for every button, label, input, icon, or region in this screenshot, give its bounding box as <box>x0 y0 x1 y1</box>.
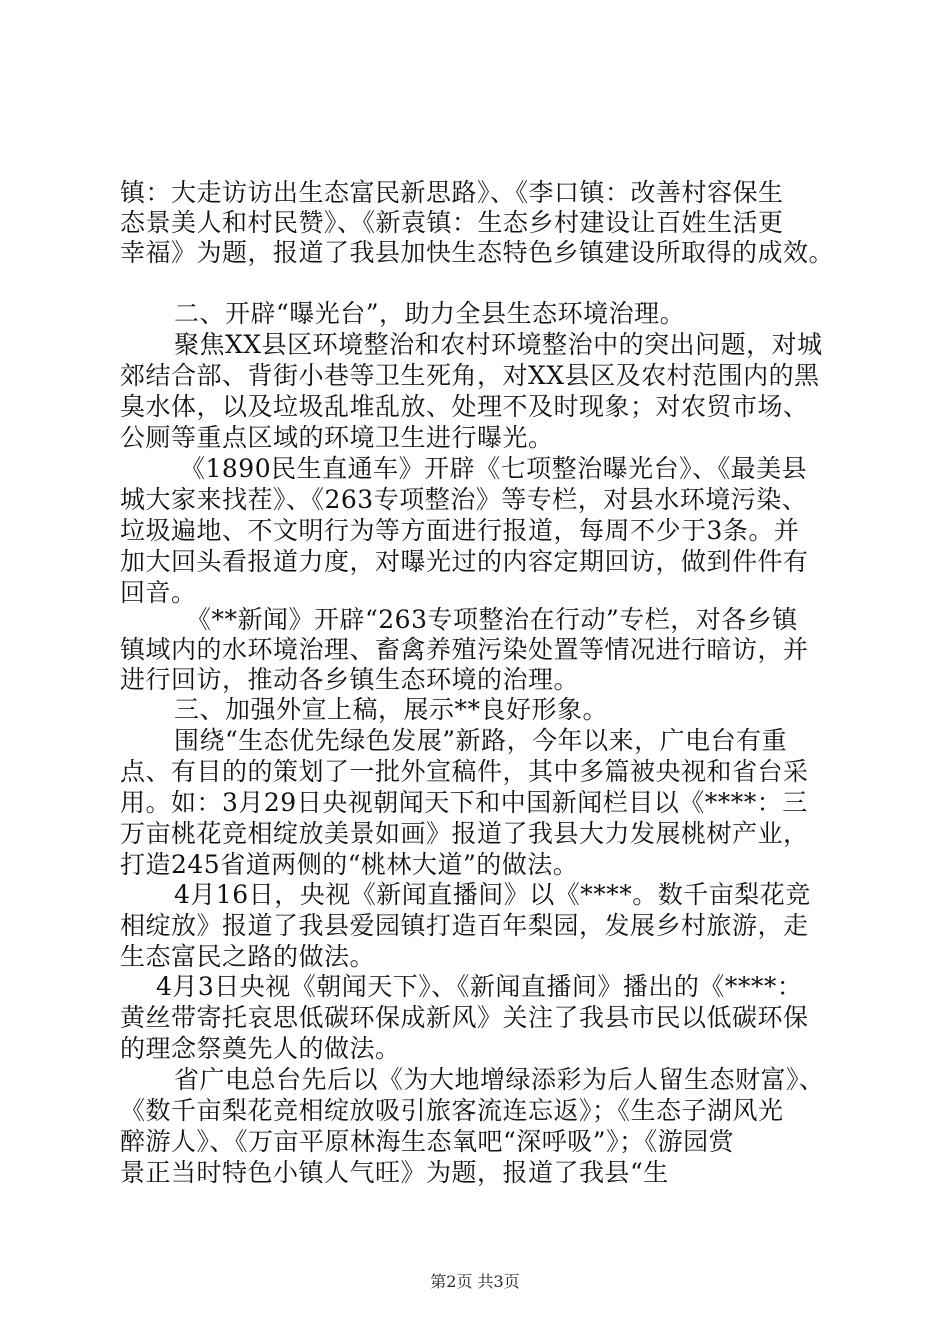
text-line: 点、有目的的策划了一批外宣稿件，其中多篇被央视和省台采 <box>120 757 809 786</box>
text-line: 加大回头看报道力度，对曝光过的内容定期回访，做到件件有 <box>120 547 809 576</box>
text-line: 醉游人》、《万亩平原林海生态氧吧“深呼吸”》；《游园赏 <box>120 1127 735 1156</box>
text-line: 幸福》为题，报道了我县加快生态特色乡镇建设所取得的成效。 <box>120 238 835 267</box>
section-heading: 二、开辟“曝光台”，助力全县生态环境治理。 <box>174 299 686 328</box>
text-line: 进行回访，推动各乡镇生态环境的治理。 <box>120 665 580 694</box>
text-line: 郊结合部、背街小巷等卫生死角，对XX县区及农村范围内的黑 <box>120 361 820 390</box>
text-line: 省广电总台先后以《为大地增绿添彩为后人留生态财富》、 <box>174 1065 825 1094</box>
text-line: 聚焦XX县区环境整治和农村环境整治中的突出问题，对城 <box>174 330 823 359</box>
text-line: 城大家来找茬》、《263专项整治》等专栏，对县水环境污染、 <box>120 485 808 514</box>
text-line: 镇：大走访访出生态富民新思路》、《李口镇：改善村容保生 <box>120 178 784 207</box>
page-number-footer: 第2页 共3页 <box>430 1272 520 1291</box>
text-line: 景正当时特色小镇人气旺》为题，报道了我县“生 <box>120 1158 669 1187</box>
text-line: 公厕等重点区域的环境卫生进行曝光。 <box>120 423 554 452</box>
text-line: 用。如：3月29日央视朝闻天下和中国新闻栏目以《****：三 <box>120 788 808 817</box>
text-line: 回音。 <box>120 578 197 607</box>
text-line: 《1890民生直通车》开辟《七项整治曝光台》、《最美县 <box>180 454 808 483</box>
text-line: 黄丝带寄托哀思低碳环保成新风》关注了我县市民以低碳环保 <box>120 1003 809 1032</box>
text-line: 打造245省道两侧的“桃林大道”的做法。 <box>120 850 579 879</box>
text-line: 的理念祭奠先人的做法。 <box>120 1034 401 1063</box>
text-line: 镇域内的水环境治理、畜禽养殖污染处置等情况进行暗访，并 <box>120 635 809 664</box>
text-line: 围绕“生态优先绿色发展”新路，今年以来，广电台有重 <box>174 726 788 755</box>
text-line: 相绽放》报道了我县爱园镇打造百年梨园，发展乡村旅游，走 <box>120 911 809 940</box>
text-line: 《**新闻》开辟“263专项整治在行动”专栏，对各乡镇 <box>186 605 798 634</box>
text-line: 态景美人和村民赞》、《新袁镇：生态乡村建设让百姓生活更 <box>120 208 784 237</box>
text-line: 万亩桃花竞相绽放美景如画》报道了我县大力发展桃树产业， <box>120 819 809 848</box>
text-line: 4月16日，央视《新闻直播间》以《****。数千亩梨花竞 <box>174 880 811 909</box>
text-line: 生态富民之路的做法。 <box>120 942 376 971</box>
text-line: 《数千亩梨花竞相绽放吸引旅客流连忘返》；《生态子湖风光 <box>120 1096 784 1125</box>
text-line: 臭水体，以及垃圾乱堆乱放、处理不及时现象；对农贸市场、 <box>120 392 809 421</box>
text-line: 4月3日央视《朝闻天下》、《新闻直播间》播出的《****： <box>156 972 803 1001</box>
text-line: 垃圾遍地、不文明行为等方面进行报道，每周不少于3条。并 <box>120 516 800 545</box>
section-heading: 三、加强外宣上稿，展示**良好形象。 <box>174 695 609 724</box>
